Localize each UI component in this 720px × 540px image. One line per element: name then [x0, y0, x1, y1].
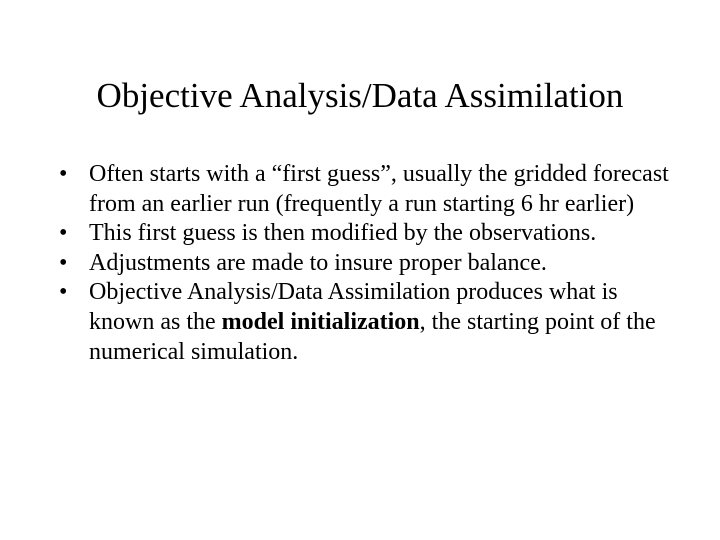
bold-term: model initialization — [221, 308, 420, 335]
bullet-icon: • — [59, 279, 68, 306]
bullet-icon: • — [59, 220, 68, 247]
bullet-icon: • — [59, 249, 68, 276]
slide-title: Objective Analysis/Data Assimilation — [96, 76, 624, 115]
list-item — [52, 249, 672, 279]
bullet-text: Often starts with a “first guess”, usually the gridded forecast from an earlier run (frequently a run starting 6 hr earlier) — [89, 161, 669, 217]
bullet-list — [52, 160, 672, 367]
list-item — [52, 160, 672, 219]
bullet-text: This first guess is then modified by the observations. — [89, 220, 597, 247]
bullet-icon: • — [59, 161, 68, 187]
bullet-text-after: , the starting point of the numerical simulation. — [89, 308, 656, 365]
bullet-text: Adjustments are made to insure proper balance. — [89, 249, 547, 276]
list-item — [52, 219, 672, 249]
bullet-text-before: Objective Analysis/Data Assimilation produces what is known as the — [89, 279, 618, 335]
list-item — [52, 278, 672, 367]
